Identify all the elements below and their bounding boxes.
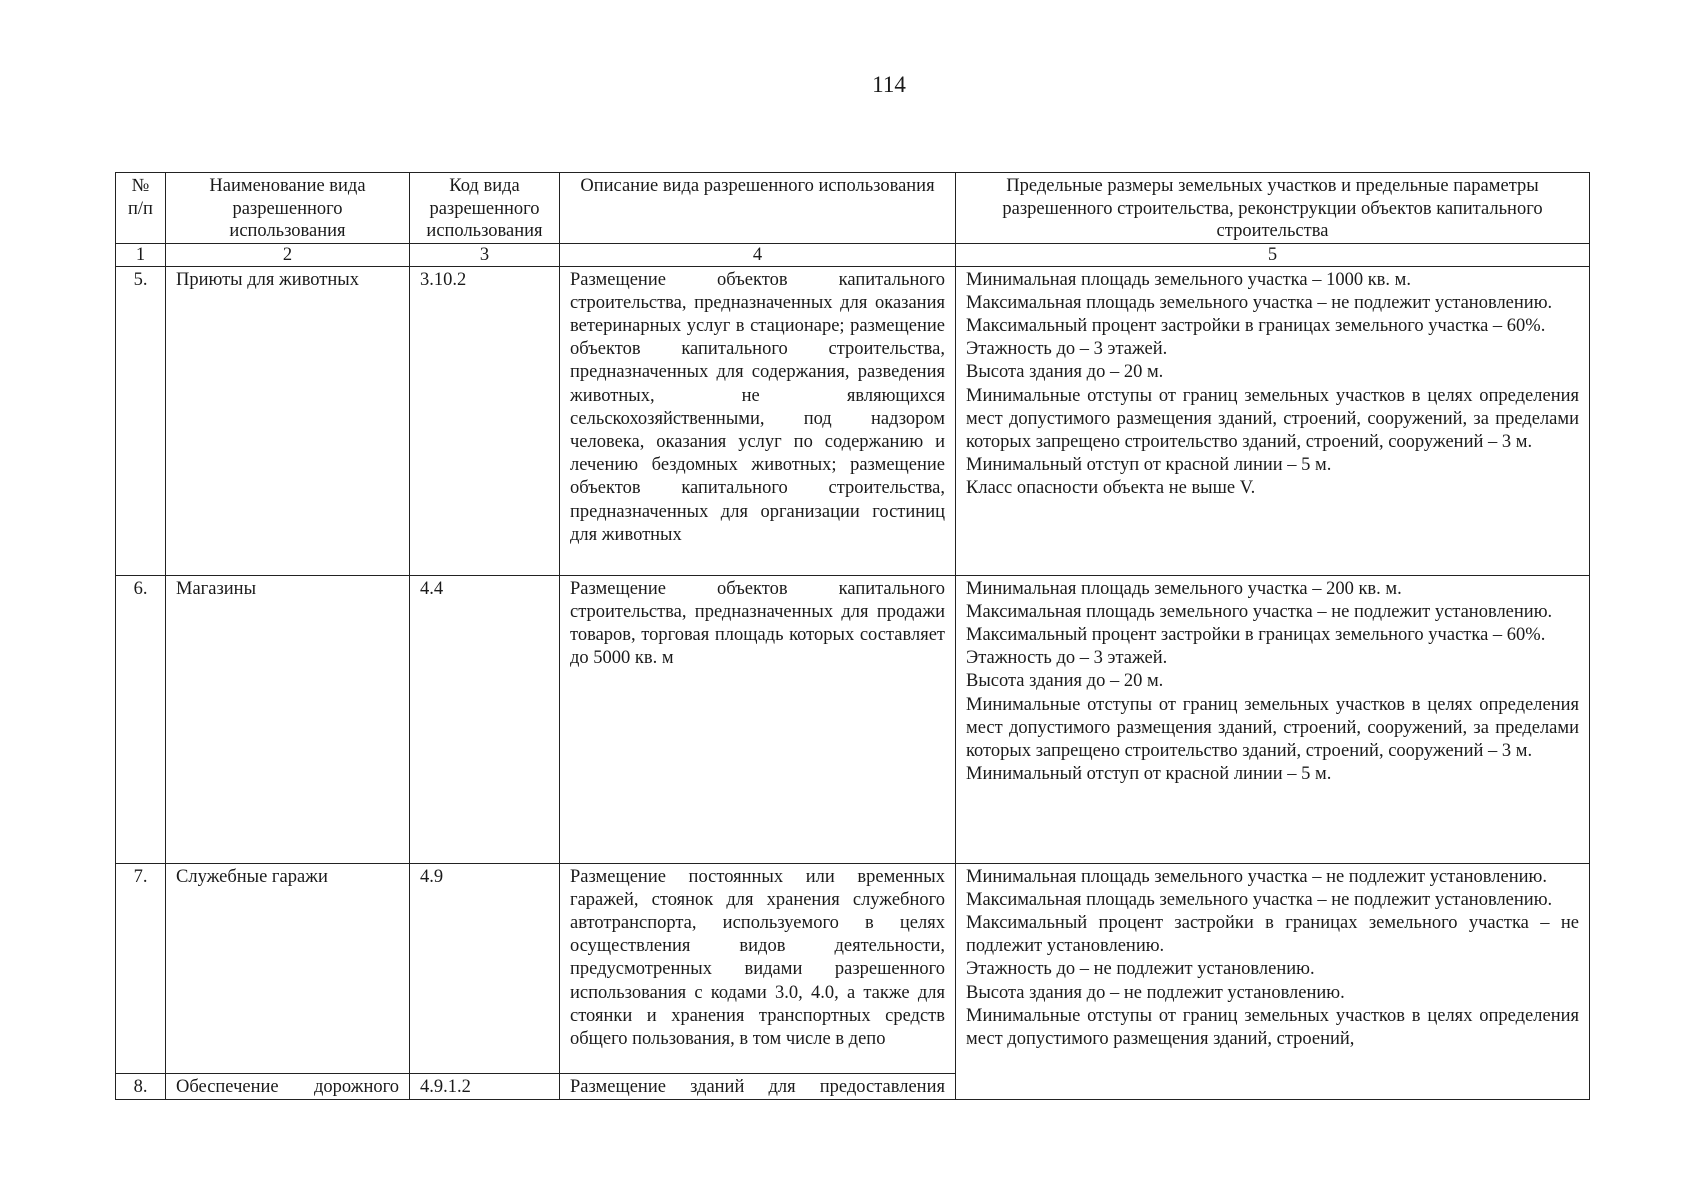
use-name: Приюты для животных: [166, 266, 410, 575]
header-use-code: Код вида разрешенного использования: [410, 173, 560, 244]
use-limits: [956, 863, 1590, 1099]
limit-line: Максимальная площадь земельного участка – не подлежит установлению.: [966, 292, 1553, 313]
limit-line: Минимальные отступы от границ земельных участков в целях определения мест допустимого размещения зданий, строений, сооружений, за пределами которых запрещено строительство зданий, строений, сооружений – 3 м.: [966, 385, 1579, 452]
limit-line: Максимальный процент застройки в границах земельного участка – 60%.: [966, 624, 1546, 645]
limit-line: Минимальный отступ от красной линии – 5 м.: [966, 455, 1332, 476]
use-description-text: Размещение зданий для предоставления: [570, 1076, 945, 1097]
use-name: [166, 1073, 410, 1099]
use-code: 4.9: [410, 863, 560, 1073]
row-number: 5.: [116, 266, 166, 575]
header-use-name: Наименование вида разрешенного использования: [166, 173, 410, 244]
row-number: 6.: [116, 575, 166, 863]
column-number-row: [116, 243, 1590, 266]
column-number: 5: [956, 243, 1590, 266]
limit-line: Класс опасности объекта не выше V.: [966, 478, 1256, 499]
limit-line: Высота здания до – 20 м.: [966, 671, 1164, 692]
use-description: Размещение объектов капитального строительства, предназначенных для оказания ветеринарных услуг в стационаре; размещение объектов капитального строительства, предназначенных для содержания, разведения животных, не являющихся сельскохозяйственными, под надзором человека, оказания услуг по содержанию и лечению бездомных животных; размещение объектов капитального строительства, предназначенных для организации гостиниц для животных: [560, 266, 956, 575]
use-description: [560, 1073, 956, 1099]
use-limits: [956, 266, 1590, 575]
limits-clip: [966, 866, 1579, 1095]
column-number: 1: [116, 243, 166, 266]
limit-line: Этажность до – 3 этажей.: [966, 648, 1168, 669]
header-use-description: Описание вида разрешенного использования: [560, 173, 956, 244]
limit-line: Высота здания до – 20 м.: [966, 362, 1164, 383]
limit-line: Минимальные отступы от границ земельных участков в целях определения мест допустимого размещения зданий, строений,: [966, 1005, 1579, 1049]
row-number: 7.: [116, 863, 166, 1073]
land-use-table: [115, 172, 1590, 1100]
column-number: 4: [560, 243, 956, 266]
limit-line: Максимальная площадь земельного участка – не подлежит установлению.: [966, 889, 1553, 910]
limit-line: Этажность до – не подлежит установлению.: [966, 959, 1315, 980]
use-description: Размещение постоянных или временных гаражей, стоянок для хранения служебного автотранспорта, используемого в целях осуществления видов деятельности, предусмотренных видами разрешенного использования с кодами 3.0, 4.0, а также для стоянки и хранения транспортных средств общего пользования, в том числе в депо: [560, 863, 956, 1073]
page-number: 114: [872, 72, 906, 97]
limit-line: Минимальная площадь земельного участка – 1000 кв. м.: [966, 269, 1412, 290]
table-row: [116, 575, 1590, 863]
use-name: Магазины: [166, 575, 410, 863]
limit-line: Минимальные отступы от границ земельных участков в целях определения мест допустимого размещения зданий, строений, сооружений, за пределами которых запрещено строительство зданий, строений, сооружений – 3 м.: [966, 694, 1579, 761]
header-limits: Предельные размеры земельных участков и предельные параметры разрешенного строительства, реконструкции объектов капитального строительства: [956, 173, 1590, 244]
row-number: 8.: [116, 1073, 166, 1099]
use-name: Служебные гаражи: [166, 863, 410, 1073]
limit-line: Минимальный отступ от красной линии – 5 м.: [966, 764, 1332, 785]
table-row: [116, 266, 1590, 575]
limit-line: Минимальная площадь земельного участка – 200 кв. м.: [966, 578, 1402, 599]
table-header-row: [116, 173, 1590, 244]
limit-line: Этажность до – 3 этажей.: [966, 339, 1168, 360]
use-code: 3.10.2: [410, 266, 560, 575]
table-row: [116, 863, 1590, 1073]
use-name-text: Обеспечение дорожного: [176, 1076, 399, 1097]
column-number: 3: [410, 243, 560, 266]
limit-line: Максимальный процент застройки в границах земельного участка – 60%.: [966, 315, 1546, 336]
limit-line: Максимальный процент застройки в границах земельного участка – не подлежит установлению.: [966, 912, 1579, 957]
column-number: 2: [166, 243, 410, 266]
limit-line: Максимальная площадь земельного участка – не подлежит установлению.: [966, 601, 1553, 622]
limit-line: Высота здания до – не подлежит установлению.: [966, 982, 1345, 1003]
header-number: № п/п: [116, 173, 166, 244]
use-code: 4.4: [410, 575, 560, 863]
use-description: Размещение объектов капитального строительства, предназначенных для продажи товаров, торговая площадь которых составляет до 5000 кв. м: [560, 575, 956, 863]
limit-line: Минимальная площадь земельного участка – не подлежит установлению.: [966, 866, 1547, 887]
use-limits: [956, 575, 1590, 863]
use-code: 4.9.1.2: [410, 1073, 560, 1099]
